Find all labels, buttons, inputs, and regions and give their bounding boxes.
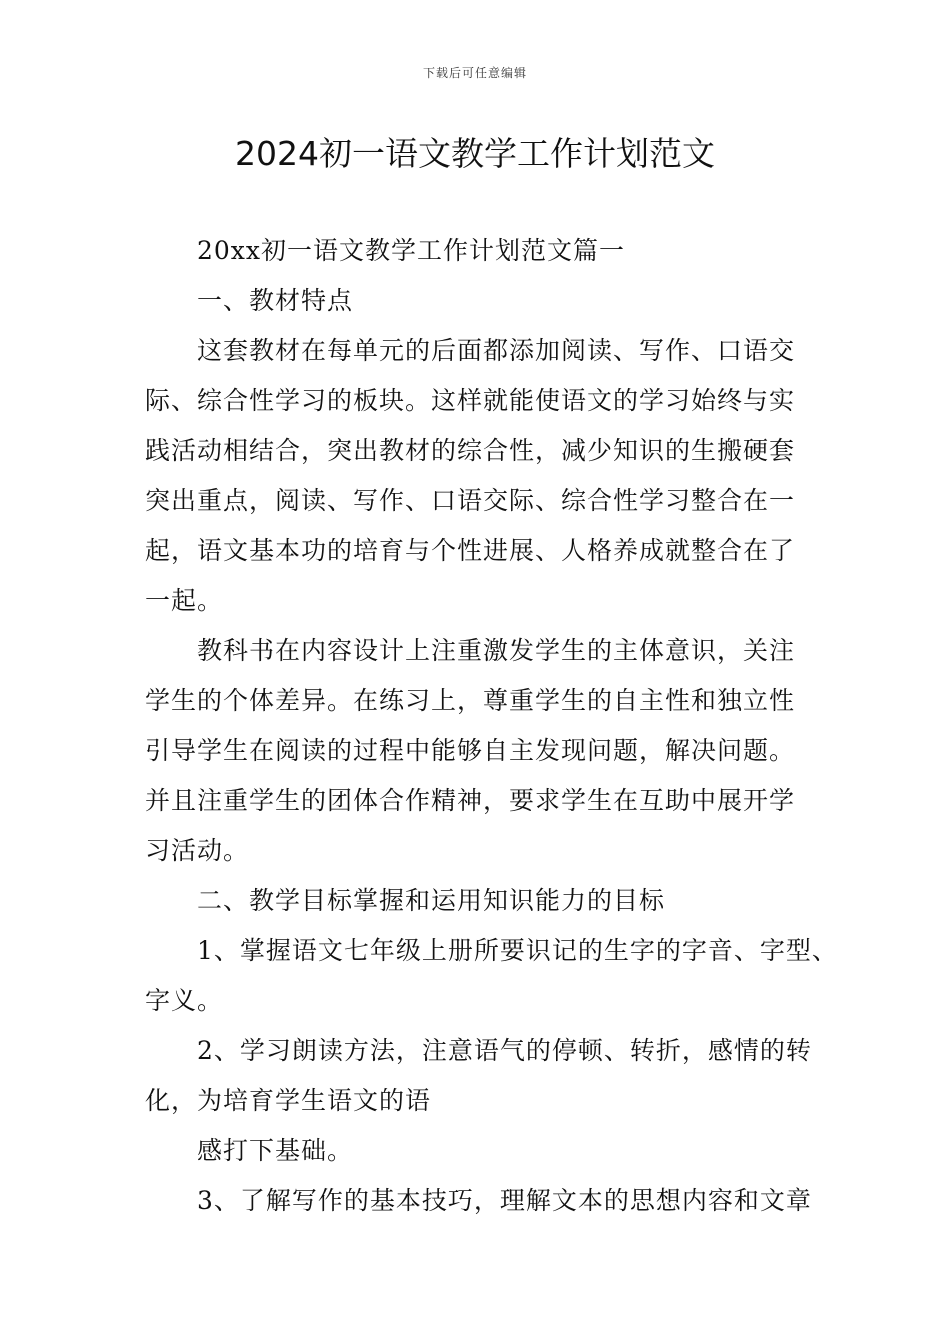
list-item-line: 1、掌握语文七年级上册所要识记的生字的字音、字型、 xyxy=(197,936,838,965)
list-item-line: 感打下基础。 xyxy=(197,1136,354,1165)
paragraph-line: 一起。 xyxy=(145,586,224,615)
paragraph-line: 引导学生在阅读的过程中能够自主发现问题，解决问题。 xyxy=(145,736,796,765)
paragraph-line: 教科书在内容设计上注重激发学生的主体意识，关注 xyxy=(197,636,796,665)
paragraph-line: 这套教材在每单元的后面都添加阅读、写作、口语交 xyxy=(197,336,796,365)
document-title: 2024初一语文教学工作计划范文 xyxy=(235,134,715,173)
document-body xyxy=(145,226,838,1226)
list-item-line: 化，为培育学生语文的语 xyxy=(145,1086,432,1115)
list-item-line: 字义。 xyxy=(145,986,224,1015)
subsection-heading: 一、教材特点 xyxy=(197,286,354,315)
paragraph-line: 学生的个体差异。在练习上，尊重学生的自主性和独立性 xyxy=(145,686,796,715)
section-heading: 20xx初一语文教学工作计划范文篇一 xyxy=(197,236,626,265)
list-item-line: 2、学习朗读方法，注意语气的停顿、转折，感情的转 xyxy=(197,1036,812,1065)
paragraph-line: 起，语文基本功的培育与个性进展、人格养成就整合在了 xyxy=(145,536,796,565)
paragraph-line: 突出重点，阅读、写作、口语交际、综合性学习整合在一 xyxy=(145,486,796,515)
paragraph-line: 习活动。 xyxy=(145,836,250,865)
paragraph-line: 并且注重学生的团体合作精神，要求学生在互助中展开学 xyxy=(145,786,796,815)
header-note: 下载后可任意编辑 xyxy=(422,66,527,80)
subsection-heading: 二、教学目标掌握和运用知识能力的目标 xyxy=(197,886,666,915)
paragraph-line: 际、综合性学习的板块。这样就能使语文的学习始终与实 xyxy=(145,386,796,415)
paragraph-line: 践活动相结合，突出教材的综合性，减少知识的生搬硬套 xyxy=(145,436,796,465)
list-item-line: 3、了解写作的基本技巧，理解文本的思想内容和文章 xyxy=(197,1186,812,1215)
